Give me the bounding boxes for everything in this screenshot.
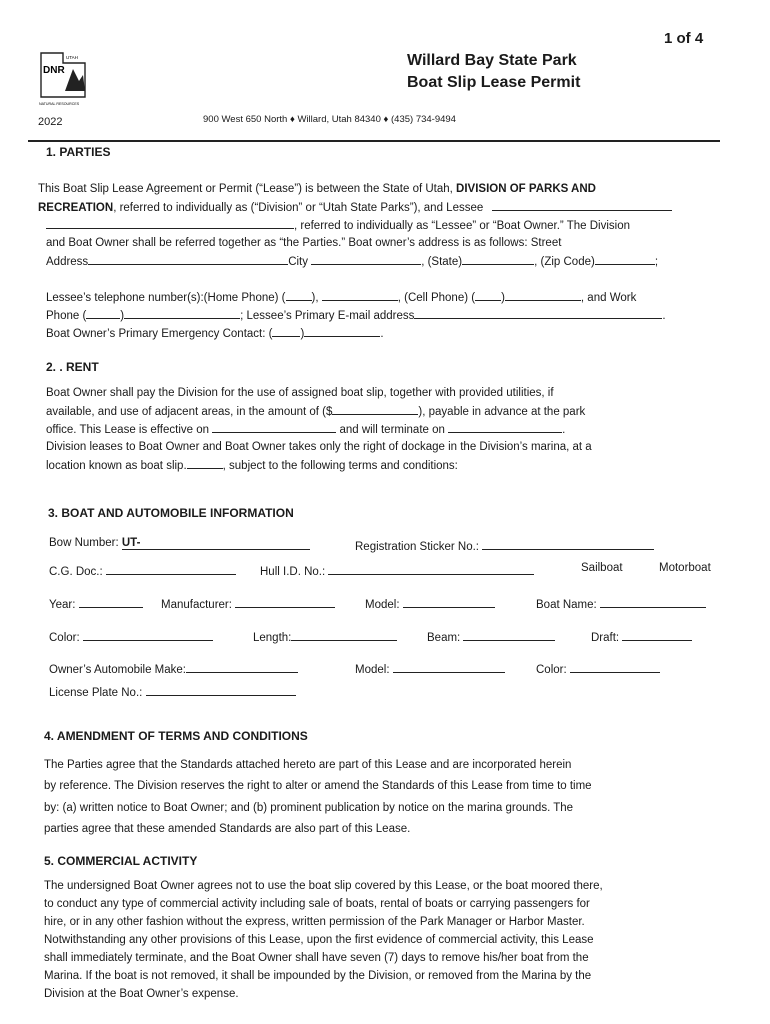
parties-line-1 [38, 180, 596, 198]
bow-number-row [49, 537, 310, 550]
zip-label: , (Zip Code) [534, 256, 595, 268]
cg-doc-label: C.G. Doc.: [49, 566, 106, 578]
cg-doc-row [49, 562, 236, 578]
logo-text-main: DNR [43, 65, 65, 76]
commercial-line: shall immediately terminate, and the Boat Owner shall have seven (7) days to remove his/her boat from the [44, 952, 589, 964]
auto-make-field[interactable] [186, 660, 298, 673]
auto-color-label: Color: [536, 664, 570, 676]
draft-label: Draft: [591, 632, 623, 644]
section-rent-heading: 2. . RENT [46, 360, 99, 374]
rent-text: , subject to the following terms and conditions: [222, 460, 458, 472]
commercial-line: The undersigned Boat Owner agrees not to use the boat slip covered by this Lease, or the boat moored there, [44, 880, 603, 892]
commercial-line: hire, or in any other fashion without the express, written permission of the Park Manager or Harbor Master. [44, 916, 585, 928]
title-line-1: Willard Bay State Park [407, 52, 577, 69]
zip-field[interactable] [595, 252, 655, 265]
logo-text-top: UTAH [66, 55, 78, 60]
parties-line-3 [46, 216, 630, 235]
effective-date-field[interactable] [212, 420, 336, 433]
header-divider [28, 140, 720, 142]
home-area-code-field[interactable] [286, 288, 312, 301]
manufacturer-field[interactable] [235, 595, 335, 608]
rent-line-5 [46, 456, 458, 475]
year-label: Year: [49, 599, 79, 611]
amendment-line: parties agree that these amended Standards are also part of this Lease. [44, 822, 411, 835]
parties-line-4: and Boat Owner shall be referred together as “the Parties.” Boat owner’s address is as follows: Street [46, 237, 562, 249]
emergency-area-code-field[interactable] [272, 324, 300, 337]
amendment-body [44, 755, 592, 840]
registration-label: Registration Sticker No.: [355, 541, 483, 553]
beam-field[interactable] [463, 628, 555, 641]
amendment-line: The Parties agree that the Standards attached hereto are part of this Lease and are incorporated herein [44, 759, 572, 771]
utah-dnr-logo [35, 47, 91, 107]
title-line-2: Boat Slip Lease Permit [407, 74, 581, 91]
registration-sticker-field[interactable] [482, 537, 654, 550]
boat-color-field[interactable] [83, 628, 213, 641]
draft-field[interactable] [622, 628, 692, 641]
boat-name-field[interactable] [600, 595, 706, 608]
parties-text: This Boat Slip Lease Agreement or Permit (“Lease”) is between the State of Utah, [38, 183, 457, 195]
commercial-line: to conduct any type of commercial activity including sale of boats, rental of boats or carrying passengers for [44, 898, 590, 910]
parties-line-5: Address City , (State) , (Zip Code) ; [46, 252, 658, 271]
rent-line-3: office. This Lease is effective on and will terminate on . [46, 420, 565, 439]
motorboat-option[interactable]: Motorboat [659, 562, 711, 574]
work-phone-field[interactable] [124, 306, 240, 319]
auto-model-row [355, 660, 505, 676]
draft-row [591, 628, 692, 644]
license-plate-label: License Plate No.: [49, 687, 146, 699]
length-row [253, 628, 397, 644]
section-boat-heading: 3. BOAT AND AUTOMOBILE INFORMATION [48, 506, 294, 520]
street-address-field[interactable] [88, 252, 288, 265]
sailboat-option[interactable]: Sailboat [581, 562, 623, 574]
bow-number-label: Bow Number: [49, 537, 119, 549]
rent-text: and will terminate on [339, 424, 445, 436]
registration-row [355, 537, 654, 553]
auto-model-label: Model: [355, 664, 393, 676]
boat-name-label: Boat Name: [536, 599, 600, 611]
beam-row [427, 628, 555, 644]
parties-line-2 [38, 198, 672, 217]
city-label: City [288, 256, 308, 268]
commercial-line: Division at the Boat Owner’s expense. [44, 988, 239, 1000]
lessee-name-field[interactable] [492, 198, 672, 211]
section-commercial-heading: 5. COMMERCIAL ACTIVITY [44, 854, 198, 868]
rent-text: available, and use of adjacent areas, in the amount of ($ [46, 406, 333, 418]
work-phone-label: Phone ( [46, 310, 87, 322]
address-label: Address [46, 256, 89, 268]
model-label: Model: [365, 599, 403, 611]
amendment-line: by reference. The Division reserves the right to alter or amend the Standards of this Lease from time to time [44, 780, 592, 793]
hull-id-field[interactable] [328, 562, 534, 575]
cell-area-code-field[interactable] [475, 288, 501, 301]
auto-make-label: Owner’s Automobile Make: [49, 664, 187, 676]
parties-line-6 [46, 288, 636, 307]
length-field[interactable] [291, 628, 397, 641]
length-label: Length: [253, 632, 292, 644]
bow-number-prefix: UT- [121, 537, 141, 549]
cell-phone-field[interactable] [505, 288, 581, 301]
hull-id-label: Hull I.D. No.: [260, 566, 329, 578]
emergency-contact-label: Boat Owner’s Primary Emergency Contact: ( [46, 328, 273, 340]
auto-make-row [49, 660, 298, 676]
rent-line-4: Division leases to Boat Owner and Boat Owner takes only the right of dockage in the Division’s marina, at a [46, 441, 592, 453]
parties-text: , referred to individually as “Lessee” or “Boat Owner.” The Division [294, 220, 630, 232]
email-field[interactable] [414, 306, 662, 319]
cg-doc-field[interactable] [106, 562, 236, 575]
year: 2022 [38, 116, 63, 128]
license-plate-row [49, 683, 296, 699]
boat-year-field[interactable] [79, 595, 143, 608]
email-label: ; Lessee’s Primary E-mail address [240, 310, 415, 322]
auto-color-row [536, 660, 660, 676]
beam-label: Beam: [427, 632, 464, 644]
rent-line-1: Boat Owner shall pay the Division for the use of assigned boat slip, together with provided utilities, if [46, 387, 554, 399]
state-field[interactable] [462, 252, 534, 265]
paren: ), [311, 292, 322, 304]
parties-text: , referred to individually as (“Division” or “Utah State Parks”), and Lessee [113, 202, 484, 214]
logo-text-bottom: NATURAL RESOURCES [39, 102, 80, 106]
parties-division-name-cont: RECREATION [38, 202, 114, 214]
rent-text: ), payable in advance at the park [418, 406, 586, 418]
document-title [407, 50, 580, 94]
park-address: 900 West 650 North ♦ Willard, Utah 84340 ♦ (435) 734-9494 [203, 114, 456, 125]
cell-phone-label: , (Cell Phone) ( [397, 292, 476, 304]
commercial-body [44, 877, 603, 1003]
lessee-name-field-cont[interactable] [46, 216, 294, 229]
termination-date-field[interactable] [448, 420, 562, 433]
rent-amount-field[interactable] [332, 402, 418, 415]
paren: ) [501, 292, 505, 304]
parties-line-7: Phone ( ) ; Lessee’s Primary E-mail address . [46, 306, 666, 325]
bow-number-field[interactable] [122, 537, 310, 550]
auto-color-field[interactable] [570, 660, 660, 673]
commercial-line: Marina. If the boat is not removed, it shall be impounded by the Division, or removed from the Marina by the [44, 970, 592, 982]
boat-name-row [536, 595, 706, 611]
auto-model-field[interactable] [393, 660, 505, 673]
work-area-code-field[interactable] [86, 306, 120, 319]
home-phone-field[interactable] [322, 288, 398, 301]
paren: ) [300, 328, 305, 340]
color-row [49, 628, 213, 644]
emergency-contact-field[interactable] [304, 324, 380, 337]
hull-id-row [260, 562, 534, 578]
manufacturer-label: Manufacturer: [161, 599, 236, 611]
paren: ) [120, 310, 125, 322]
model-row [365, 595, 495, 611]
commercial-line: Notwithstanding any other provisions of this Lease, upon the first evidence of commercial activity, this Lease [44, 934, 594, 946]
parties-division-name: DIVISION OF PARKS AND [456, 183, 596, 195]
state-label: , (State) [421, 256, 463, 268]
license-plate-field[interactable] [146, 683, 296, 696]
page-number: 1 of 4 [664, 30, 704, 47]
amendment-line: by: (a) written notice to Boat Owner; and (b) prominent publication by notice on the marina grounds. The [44, 801, 574, 814]
rent-text: office. This Lease is effective on [46, 424, 210, 436]
parties-line-8: Boat Owner’s Primary Emergency Contact: ( ) . [46, 324, 384, 343]
section-amendment-heading: 4. AMENDMENT OF TERMS AND CONDITIONS [44, 729, 308, 743]
boat-model-field[interactable] [403, 595, 495, 608]
year-row [49, 595, 143, 611]
work-phone-label: , and Work [580, 292, 637, 304]
manufacturer-row [161, 595, 335, 611]
home-phone-label: Lessee’s telephone number(s):(Home Phone) ( [46, 292, 286, 304]
section-parties-heading: 1. PARTIES [46, 145, 111, 159]
rent-text: location known as boat slip. [46, 460, 187, 472]
city-field[interactable] [311, 252, 421, 265]
rent-line-2 [46, 402, 585, 421]
boat-slip-number-field[interactable] [187, 456, 223, 469]
color-label: Color: [49, 632, 83, 644]
